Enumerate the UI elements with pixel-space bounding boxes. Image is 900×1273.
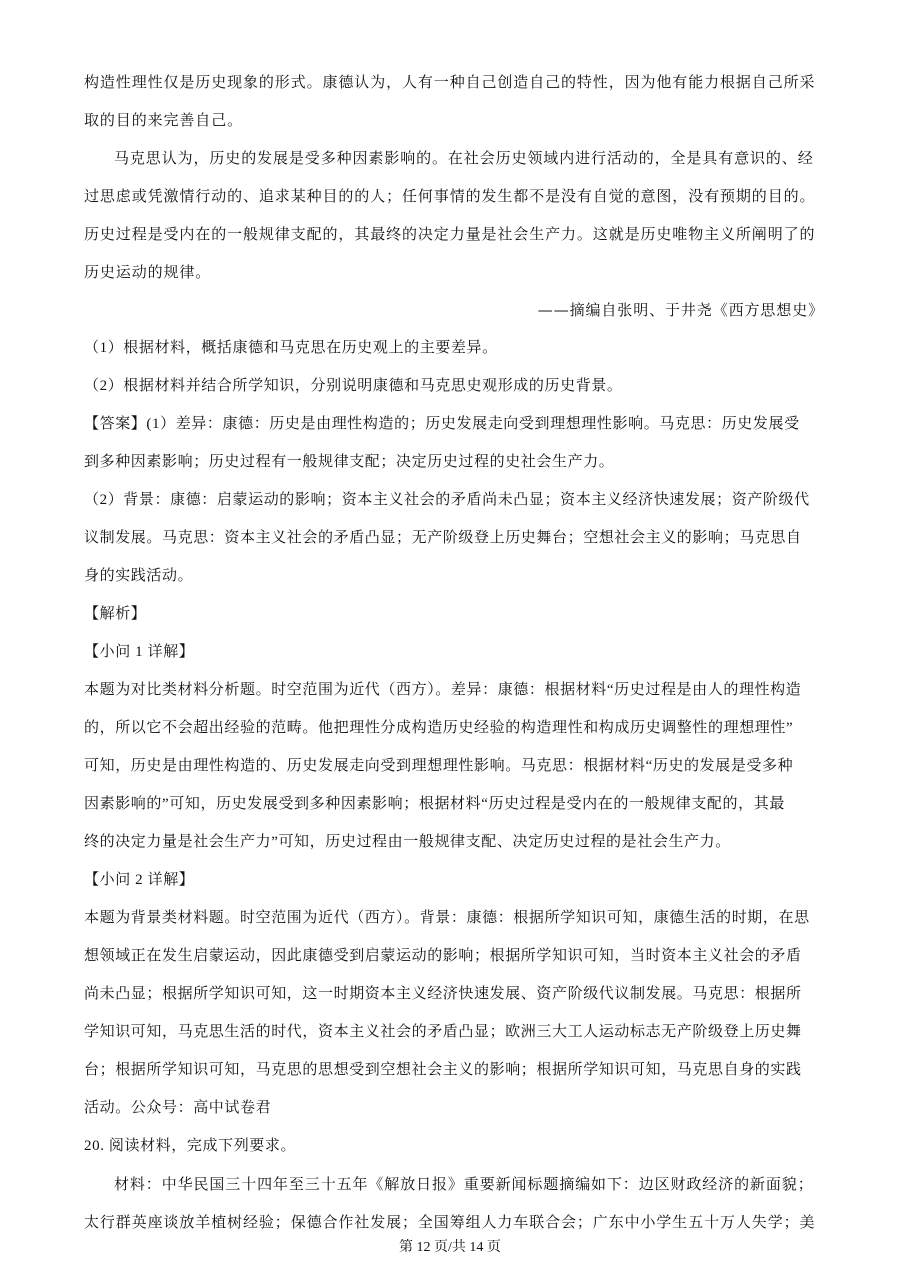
- material-line: 构造性理性仅是历史现象的形式。康德认为，人有一种自己创造自己的特性，因为他有能力根据自己所采: [84, 73, 816, 91]
- analysis-line: 台；根据所学知识可知，马克思的思想受到空想社会主义的影响；根据所学知识可知，马克思自身的实践: [84, 1062, 802, 1078]
- question-20-heading: 20. 阅读材料，完成下列要求。: [84, 1138, 297, 1154]
- material-line: 历史过程是受内在的一般规律支配的，其最终的决定力量是社会生产力。这就是历史唯物主义所阐明了的: [84, 225, 816, 243]
- material-line: 太行群英座谈放羊植树经验；保德合作社发展；全国筹组人力车联合会；广东中小学生五十万人失学；美: [84, 1213, 816, 1231]
- analysis-heading: 【解析】: [84, 606, 147, 622]
- answer-line: 议制发展。马克思：资本主义社会的矛盾凸显；无产阶级登上历史舞台；空想社会主义的影响；马克思自: [84, 530, 802, 546]
- analysis-line: 因素影响的”可知，历史发展受到多种因素影响；根据材料“历史过程是受内在的一般规律支配的，其最: [84, 796, 785, 812]
- answer-line: 【答案】(1）差异：康德：历史是由理性构造的；历史发展走向受到理想理性影响。马克思：历史发展受: [84, 416, 800, 432]
- sub-question-2-heading: 【小问 2 详解】: [84, 872, 195, 888]
- material-line: 材料：中华民国三十四年至三十五年《解放日报》重要新闻标题摘编如下：边区财政经济的新面貌；: [114, 1175, 814, 1193]
- page-number: 第 12 页/共 14 页: [399, 1240, 501, 1255]
- source-citation: ——摘编自张明、于井尧《西方思想史》: [537, 301, 824, 319]
- answer-line: 身的实践活动。: [84, 568, 194, 584]
- answer-line: （2）背景：康德：启蒙运动的影响；资本主义社会的矛盾尚未凸显；资本主义经济快速发展；资产阶级代: [84, 492, 810, 508]
- analysis-line: 本题为对比类材料分析题。时空范围为近代（西方）。差异：康德：根据材料“历史过程是由人的理性构造: [84, 682, 802, 698]
- analysis-line: 尚未凸显；根据所学知识可知，这一时期资本主义经济快速发展、资产阶级代议制发展。马克思：根据所: [84, 986, 802, 1002]
- analysis-line: 想领域正在发生启蒙运动，因此康德受到启蒙运动的影响；根据所学知识可知，当时资本主义社会的矛盾: [84, 948, 802, 964]
- analysis-line: 学知识可知，马克思生活的时代，资本主义社会的矛盾凸显；欧洲三大工人运动标志无产阶级登上历史舞: [84, 1024, 802, 1040]
- material-line: 马克思认为，历史的发展是受多种因素影响的。在社会历史领域内进行活动的，全是具有意识的、经: [114, 149, 814, 167]
- answer-line: 到多种因素影响；历史过程有一般规律支配；决定历史过程的史社会生产力。: [84, 454, 615, 470]
- sub-question-1-heading: 【小问 1 详解】: [84, 644, 195, 660]
- material-line: 过思虑或凭激情行动的、追求某种目的的人；任何事情的发生都不是没有自觉的意图，没有预期的目的。: [84, 187, 816, 205]
- analysis-line: 可知，历史是由理性构造的、历史发展走向受到理想理性影响。马克思：根据材料“历史的发展是受多种: [84, 758, 794, 774]
- material-line: 取的目的来完善自己。: [84, 111, 244, 129]
- question-1: （1）根据材料，概括康德和马克思在历史观上的主要差异。: [84, 340, 498, 356]
- question-2: （2）根据材料并结合所学知识，分别说明康德和马克思史观形成的历史背景。: [84, 378, 623, 394]
- analysis-line: 本题为背景类材料题。时空范围为近代（西方）。背景：康德：根据所学知识可知，康德生活的时期，在思: [84, 910, 810, 926]
- analysis-line: 的，所以它不会超出经验的范畴。他把理性分成构造历史经验的构造理性和构成历史调整性的理想理性”: [84, 720, 794, 736]
- analysis-line: 活动。公众号：高中试卷君: [84, 1100, 272, 1116]
- analysis-line: 终的决定力量是社会生产力”可知，历史过程由一般规律支配、决定历史过程的是社会生产力。: [84, 834, 731, 850]
- material-line: 历史运动的规律。: [84, 263, 212, 281]
